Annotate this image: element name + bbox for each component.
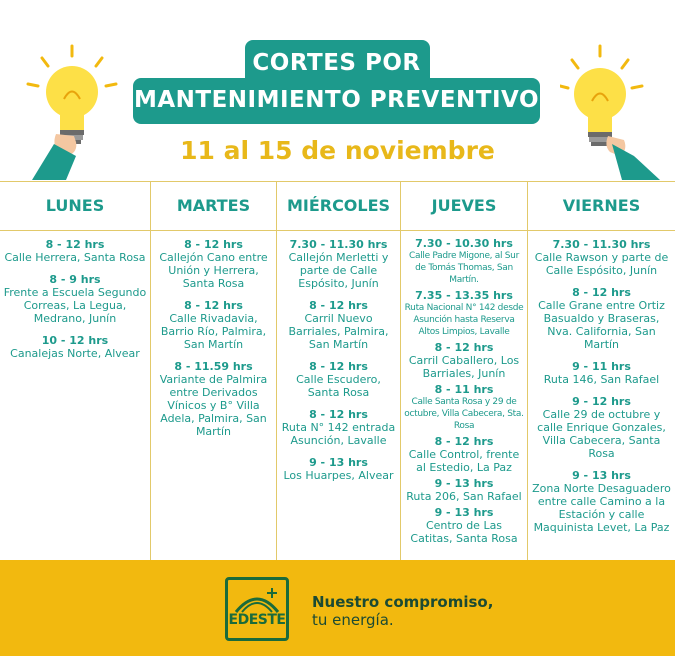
schedule-entry [154,360,273,438]
entry-time: 9 - 13 hrs [434,506,494,519]
entry-location: Zona Norte Desaguadero entre calle Camino a la Estación y calle Maquinista Levet, La Paz [532,482,671,534]
schedule-entry [404,435,524,474]
title-line-1: CORTES POR [252,50,421,76]
entry-location: Calle Rawson y parte de Calle Espósito, Junín [534,251,669,277]
schedule-table [0,181,675,560]
entry-time: 8 - 11.59 hrs [174,360,253,373]
entry-time: 8 - 11 hrs [434,383,494,396]
title-line-2: MANTENIMIENTO PREVENTIVO [133,87,540,113]
entries-list [0,238,150,369]
entries-list [528,238,675,543]
schedule-entry [280,360,397,399]
entry-location: Ruta 146, San Rafael [543,373,660,386]
schedule-entry [531,238,672,277]
schedule-entry [3,238,147,264]
logo-text: EDESTE [228,612,286,628]
entry-time: 9 - 13 hrs [434,477,494,490]
day-label: LUNES [45,196,105,215]
entry-location: Callejón Merletti y parte de Calle Espósito, Junín [288,251,389,290]
entry-location: Calle Escudero, Santa Rosa [296,373,381,399]
entry-time: 9 - 11 hrs [572,360,631,373]
entry-time: 8 - 12 hrs [309,408,368,421]
schedule-entry [404,341,524,380]
schedule-entry [280,299,397,351]
entries-list [401,237,527,548]
day-column-jueves [400,182,527,561]
schedule-entry [280,238,397,290]
entry-time: 7.30 - 10.30 hrs [415,237,513,250]
entry-time: 8 - 12 hrs [434,435,494,448]
entry-location: Frente a Escuela Segundo Correas, La Legua, Medrano, Junín [3,286,147,325]
schedule-entry [3,273,147,325]
entry-location: Centro de Las Catitas, Santa Rosa [410,519,518,545]
entry-time: 8 - 12 hrs [184,238,243,251]
entries-list [277,238,400,491]
schedule-entry [531,469,672,534]
slogan [312,593,493,629]
schedule-entry [404,477,524,503]
logo-arc-icon [228,584,286,614]
day-column-lunes [0,182,150,561]
schedule-entry [531,395,672,460]
schedule-entry [404,237,524,286]
day-column-viernes [527,182,675,561]
entry-time: 9 - 13 hrs [572,469,631,482]
schedule-entry [280,456,397,482]
entry-time: 8 - 12 hrs [184,299,243,312]
entry-location: Ruta 206, San Rafael [406,490,522,503]
day-label: VIERNES [562,196,641,215]
footer-bar [0,560,675,656]
day-label: MIÉRCOLES [286,196,391,215]
entry-location: Los Huarpes, Alvear [283,469,394,482]
entry-location: Calle Grane entre Ortiz Basualdo y Braseras, Nva. California, San Martín [538,299,665,351]
entry-time: 8 - 12 hrs [434,341,494,354]
entry-time: 7.35 - 13.35 hrs [415,289,513,302]
entry-time: 9 - 12 hrs [572,395,631,408]
schedule-entry [404,383,524,432]
entry-location: Calle 29 de octubre y calle Enrique Gonzales, Villa Cabecera, Santa Rosa [537,408,666,460]
schedule-entry [154,299,273,351]
day-column-miercoles [276,182,400,561]
entry-location: Ruta N° 142 entrada Asunción, Lavalle [281,421,396,447]
entry-time: 7.30 - 11.30 hrs [552,238,651,251]
entry-time: 10 - 12 hrs [41,334,109,347]
entry-location: Canalejas Norte, Alvear [10,347,140,360]
entry-location: Ruta Nacional N° 142 desde Asunción hasta Reserva Altos Limpios, Lavalle [404,303,524,337]
day-label: MARTES [176,196,251,215]
day-column-martes [150,182,276,561]
entry-time: 8 - 12 hrs [309,299,368,312]
entry-time: 7.30 - 11.30 hrs [289,238,388,251]
schedule-entry [531,286,672,351]
entry-location: Calle Control, frente al Estedio, La Paz [408,448,520,474]
schedule-entry [531,360,672,386]
slogan-line-1: Nuestro compromiso, [312,593,494,611]
edeste-logo [225,577,289,641]
date-range: 11 al 15 de noviembre [180,136,495,165]
title-banner [133,40,540,124]
entry-time: 8 - 12 hrs [45,238,105,251]
slogan-line-2: tu energía. [312,611,394,629]
entry-time: 9 - 13 hrs [309,456,368,469]
entry-location: Variante de Palmira entre Derivados Vínicos y B° Villa Adela, Palmira, San Martín [159,373,268,438]
schedule-entry [404,289,524,338]
entry-location: Carril Nuevo Barriales, Palmira, San Martín [288,312,389,351]
schedule-entry [154,238,273,290]
schedule-entry [3,334,147,360]
entry-location: Callejón Cano entre Unión y Herrera, Santa Rosa [159,251,268,290]
entries-list [151,238,276,447]
schedule-entry [280,408,397,447]
day-label: JUEVES [431,196,497,215]
entry-location: Calle Herrera, Santa Rosa [4,251,146,264]
schedule-entry [404,506,524,545]
entry-time: 8 - 9 hrs [49,273,101,286]
entry-location: Carril Caballero, Los Barriales, Junín [408,354,520,380]
entry-location: Calle Santa Rosa y 29 de octubre, Villa Cabecera, Sta. Rosa [404,397,524,431]
entry-location: Calle Rivadavia, Barrio Río, Palmira, San Martín [160,312,267,351]
entry-location: Calle Padre Migone, al Sur de Tomás Thomas, San Martín. [409,251,519,285]
entry-time: 8 - 12 hrs [572,286,631,299]
entry-time: 8 - 12 hrs [309,360,368,373]
